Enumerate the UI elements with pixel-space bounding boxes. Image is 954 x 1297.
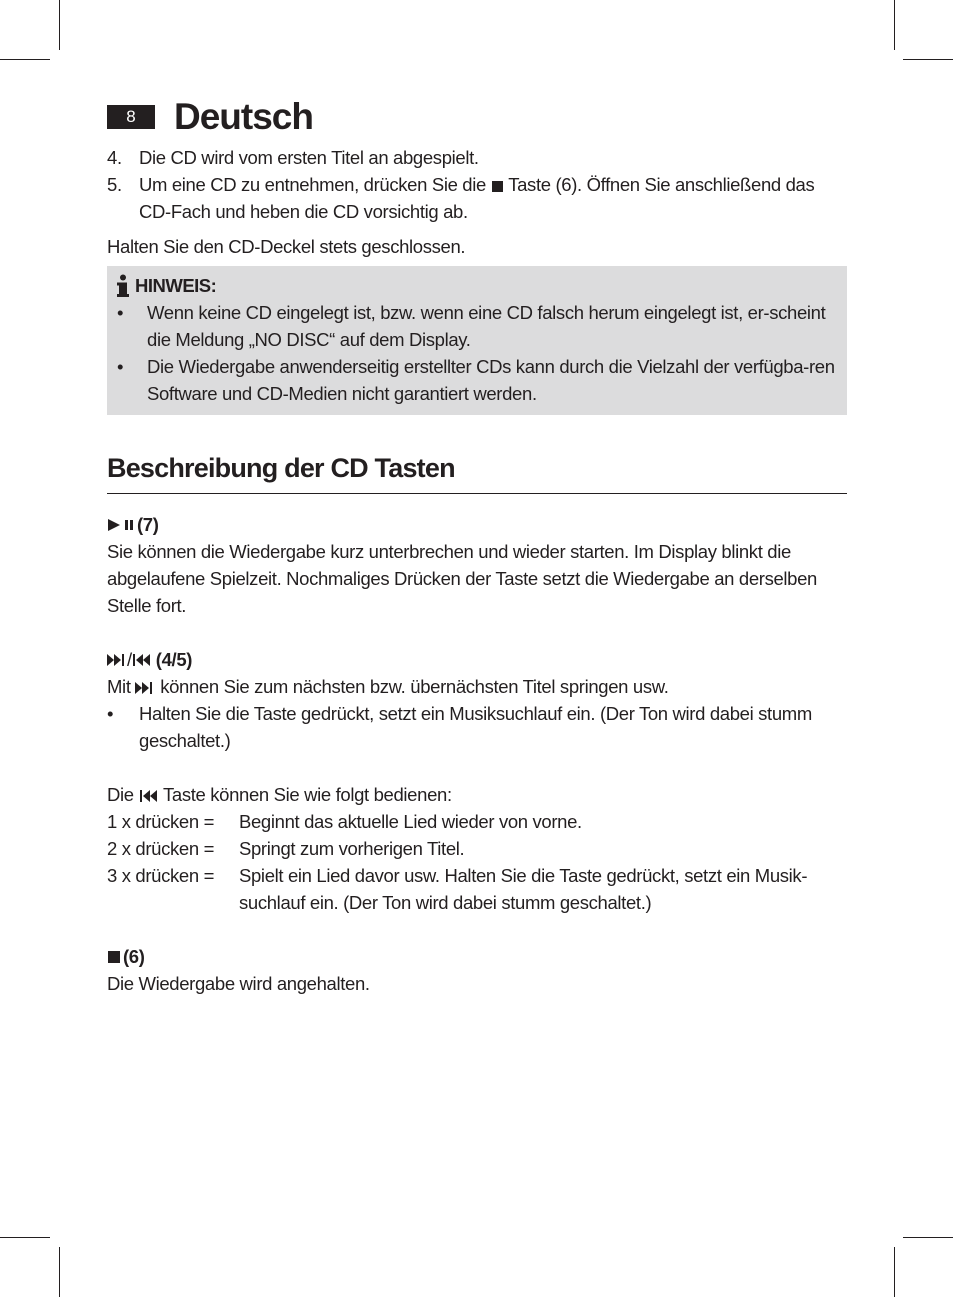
crop-mark bbox=[894, 0, 895, 50]
crop-mark bbox=[0, 1237, 50, 1238]
skip-forward-icon bbox=[135, 681, 155, 695]
stop-text: Die Wiedergabe wird angehalten. bbox=[107, 973, 370, 994]
slash-separator: / bbox=[127, 649, 132, 670]
step-number: 5. bbox=[107, 174, 122, 195]
skip-list bbox=[107, 700, 847, 754]
note-item bbox=[115, 299, 839, 353]
skip-heading bbox=[107, 646, 847, 673]
skip-forward-icon bbox=[107, 653, 127, 667]
press-row bbox=[107, 808, 847, 835]
skip-intro-text: können Sie zum nächsten bzw. übernächsten Titel springen usw. bbox=[160, 676, 669, 697]
crop-mark bbox=[903, 1237, 953, 1238]
press-text: Beginnt das aktuelle Lied wieder von vorne. bbox=[239, 811, 582, 832]
stop-label: (6) bbox=[123, 946, 145, 967]
press-label: 3 x drücken = bbox=[107, 865, 215, 886]
press-label: 1 x drücken = bbox=[107, 811, 215, 832]
note-item-text: Die Wiedergabe anwenderseitig erstellter CDs kann durch die Vielzahl der verfügba-ren Software und CD-Medien nicht garantiert werden. bbox=[147, 356, 835, 404]
crop-mark bbox=[903, 59, 953, 60]
section-title: Beschreibung der CD Tasten bbox=[107, 451, 847, 494]
press-row bbox=[107, 835, 847, 862]
press-table bbox=[107, 808, 847, 916]
page-number: 8 bbox=[107, 105, 155, 129]
skip-bullet-item bbox=[107, 700, 847, 754]
prev-intro-text: Die bbox=[107, 784, 134, 805]
bullet: • bbox=[117, 356, 124, 377]
stop-icon bbox=[491, 180, 504, 193]
skip-intro-text: Mit bbox=[107, 676, 131, 697]
step-item bbox=[107, 171, 847, 225]
info-icon bbox=[117, 274, 129, 298]
bullet: • bbox=[117, 302, 124, 323]
step-text: Um eine CD zu entnehmen, drücken Sie die bbox=[139, 174, 486, 195]
page-content bbox=[107, 144, 847, 997]
step-list bbox=[107, 144, 847, 225]
step-number: 4. bbox=[107, 147, 122, 168]
note-title bbox=[115, 272, 839, 299]
play-pause-icon bbox=[107, 518, 137, 532]
prev-intro-text: Taste können Sie wie folgt bedienen: bbox=[162, 784, 452, 805]
crop-mark bbox=[59, 0, 60, 50]
skip-label: (4/5) bbox=[155, 649, 193, 670]
crop-mark bbox=[894, 1247, 895, 1297]
press-label: 2 x drücken = bbox=[107, 838, 215, 859]
crop-mark bbox=[59, 1247, 60, 1297]
step-text: Taste (6). Öffnen Sie anschließend das CD-Fach und heben die CD vorsichtig ab. bbox=[139, 174, 815, 222]
play-pause-text: Sie können die Wiedergabe kurz unterbrechen und wieder starten. Im Display blinkt die abgelaufene Spielzeit. Nochmaliges Drücken der Taste setzt die Wiedergabe an derselben Stelle fort. bbox=[107, 541, 818, 616]
note-list bbox=[115, 299, 839, 407]
play-pause-label: (7) bbox=[137, 514, 159, 535]
note-item bbox=[115, 353, 839, 407]
skip-back-icon bbox=[139, 789, 159, 803]
press-text: Springt zum vorherigen Titel. bbox=[239, 838, 465, 859]
step-item bbox=[107, 144, 847, 171]
skip-intro bbox=[107, 673, 847, 700]
note-box bbox=[107, 266, 847, 415]
press-text: Spielt ein Lied davor usw. Halten Sie die Taste gedrückt, setzt ein Musik-suchlauf ein. (Der Ton wird dabei stumm geschaltet.) bbox=[239, 865, 808, 913]
keep-closed-text: Halten Sie den CD-Deckel stets geschlossen. bbox=[107, 236, 466, 257]
page-title: Deutsch bbox=[174, 96, 313, 137]
note-item-text: Wenn keine CD eingelegt ist, bzw. wenn eine CD falsch herum eingelegt ist, er-scheint die Meldung „NO DISC“ auf dem Display. bbox=[147, 302, 826, 350]
stop-heading bbox=[107, 943, 847, 970]
prev-intro bbox=[107, 781, 847, 808]
note-title-text: HINWEIS: bbox=[135, 275, 217, 296]
stop-icon bbox=[107, 950, 123, 964]
skip-back-icon bbox=[132, 653, 152, 667]
press-row bbox=[107, 862, 847, 916]
bullet: • bbox=[107, 703, 114, 724]
crop-mark bbox=[0, 59, 50, 60]
skip-bullet-text: Halten Sie die Taste gedrückt, setzt ein Musiksuchlauf ein. (Der Ton wird dabei stumm geschaltet.) bbox=[139, 703, 812, 751]
step-text: Die CD wird vom ersten Titel an abgespielt. bbox=[139, 147, 479, 168]
play-pause-heading bbox=[107, 511, 847, 538]
